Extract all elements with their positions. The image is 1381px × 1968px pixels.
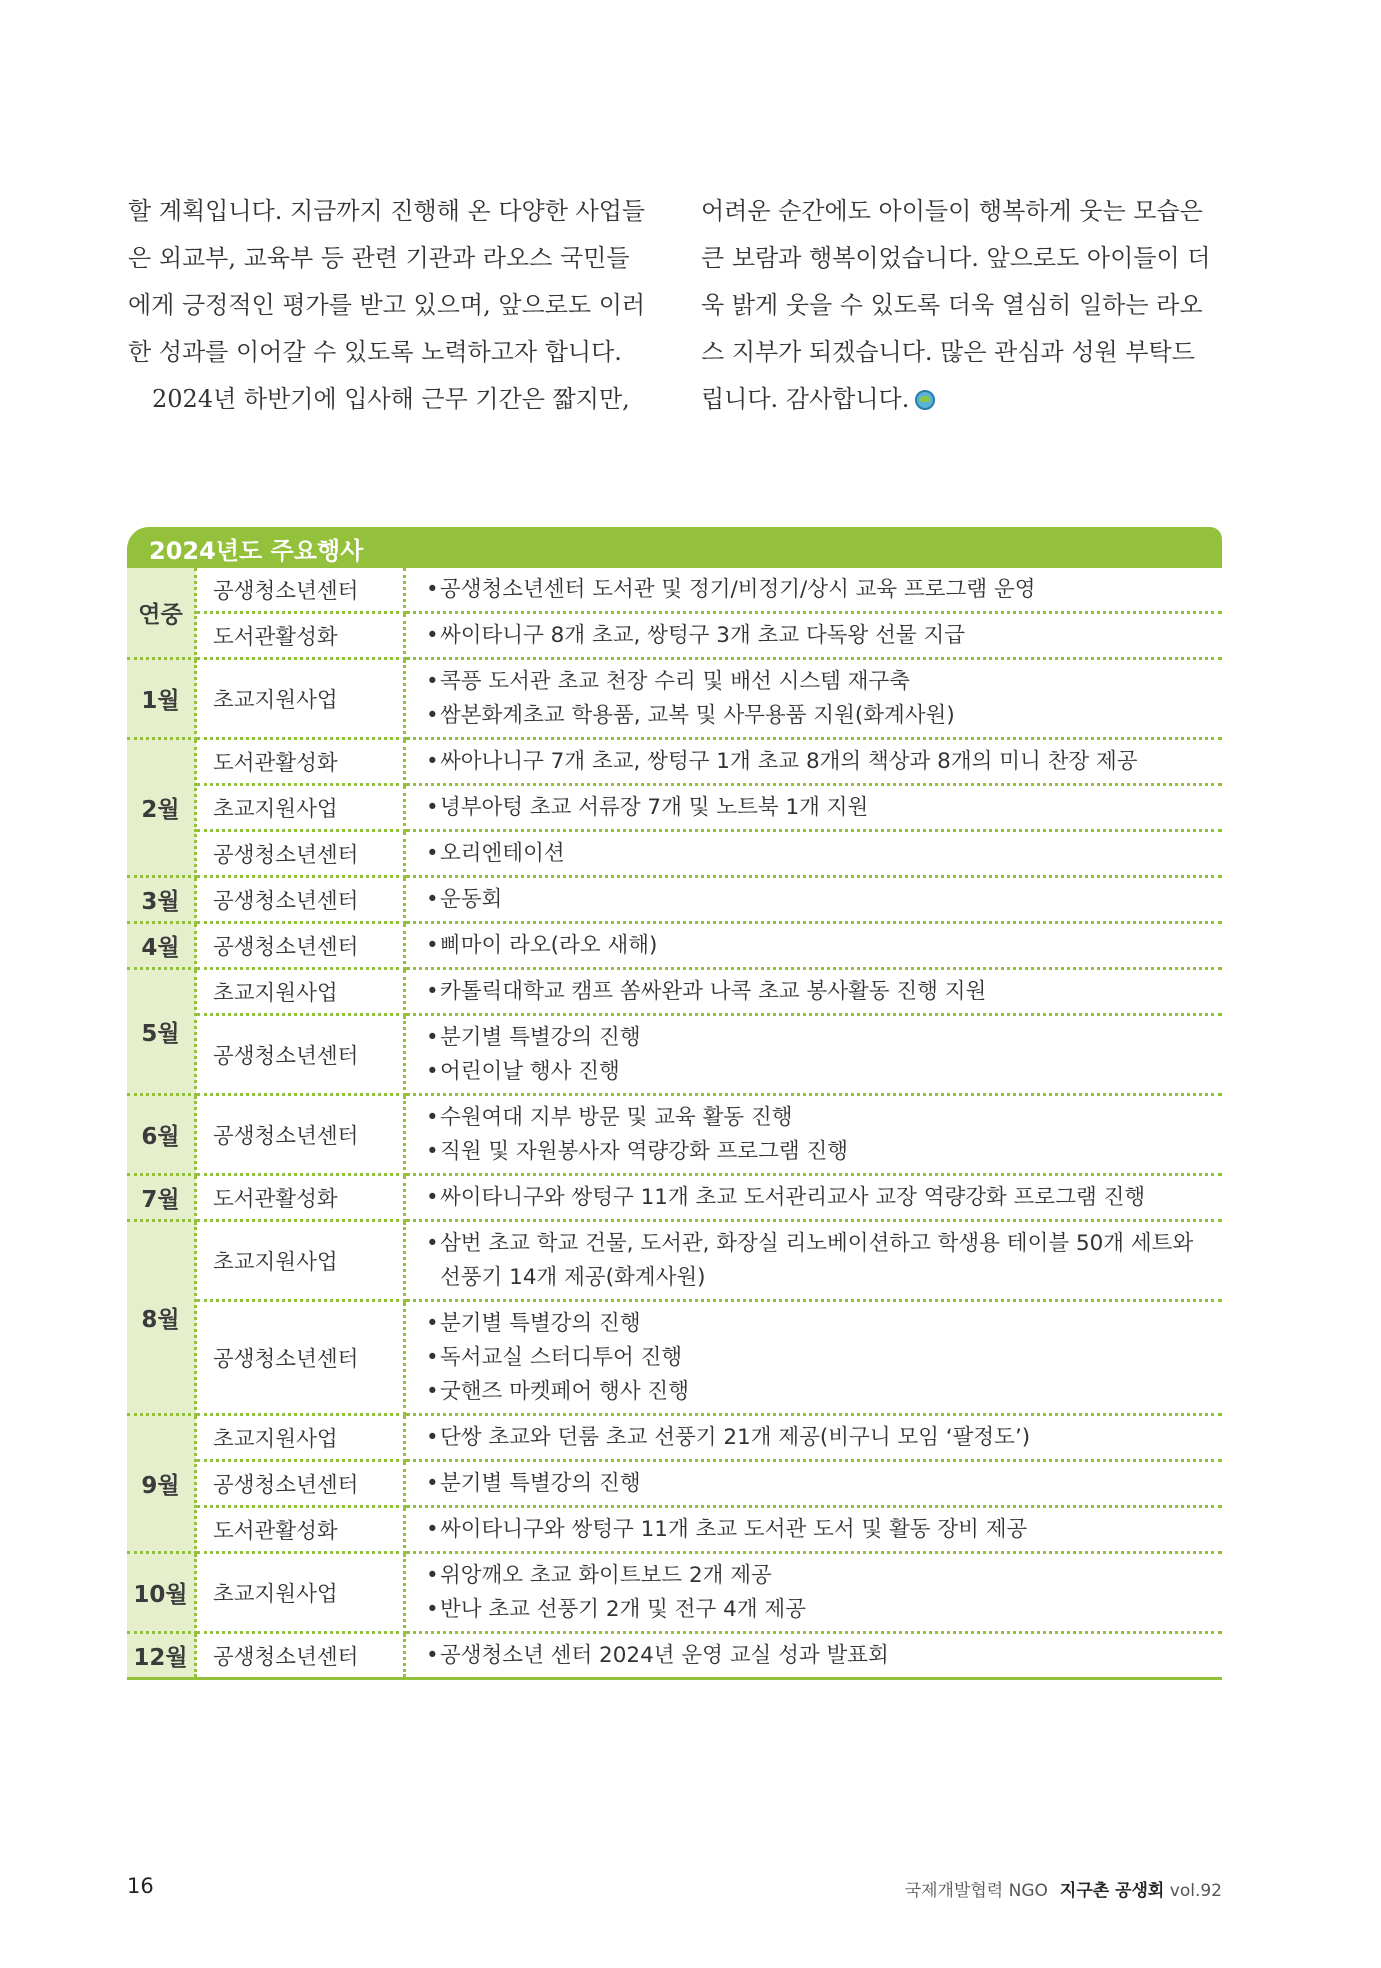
body-line: 큰 보람과 행복이었습니다. 앞으로도 아이들이 더 [701,244,1211,272]
activity-item [426,619,1222,653]
activity-text: 분기별 특별강의 진행 [440,1025,641,1050]
bullet-icon: • [426,887,439,912]
bullet-icon: • [426,1379,439,1404]
body-line: 스 지부가 되겠습니다. 많은 관심과 성원 부탁드 [701,338,1195,366]
activity-text: 어린이날 행사 진행 [440,1059,620,1084]
bullet-icon: • [426,749,439,774]
activity-text: 직원 및 자원봉사자 역량강화 프로그램 진행 [440,1139,849,1164]
body-text-left-column [128,188,653,423]
event-row [127,1221,1222,1301]
event-row [127,567,1222,613]
activity-item [426,1467,1222,1501]
bullet-icon: • [426,1139,439,1164]
event-row [127,1553,1222,1633]
category-cell: 도서관활성화 [196,613,405,659]
bullet-icon: • [426,669,439,694]
activity-item [426,1559,1222,1593]
activities-cell [405,877,1223,923]
activity-text: 쌈본화계초교 학용품, 교복 및 사무용품 지원(화계사원) [440,703,955,728]
category-cell: 공생청소년센터 [196,831,405,877]
activity-item [426,791,1222,825]
category-cell: 도서관활성화 [196,739,405,785]
bullet-icon: • [426,703,439,728]
activity-item [426,837,1222,871]
category-cell: 공생청소년센터 [196,923,405,969]
activity-item [426,1307,1222,1341]
body-line: 어려운 순간에도 아이들이 행복하게 웃는 모습은 [701,197,1203,225]
category-cell: 공생청소년센터 [196,1301,405,1415]
bullet-icon: • [426,1517,439,1542]
month-cell: 9월 [127,1415,196,1553]
publication-label: 국제개발협력 NGO [904,1881,1048,1901]
body-line: 할 계획입니다. 지금까지 진행해 온 다양한 사업들 [128,197,646,225]
activity-text: 위앙깨오 초교 화이트보드 2개 제공 [440,1563,772,1588]
month-cell: 4월 [127,923,196,969]
activities-cell [405,613,1223,659]
category-cell: 공생청소년센터 [196,1015,405,1095]
bullet-icon: • [426,979,439,1004]
volume-label: vol.92 [1169,1881,1222,1901]
activities-cell [405,785,1223,831]
activity-text: 단쌍 초교와 던룸 초교 선풍기 21개 제공(비구니 모임 ‘팔정도’) [440,1425,1031,1450]
event-row [127,1415,1222,1461]
body-line [701,376,1226,423]
month-cell: 10월 [127,1553,196,1633]
category-cell: 공생청소년센터 [196,1461,405,1507]
activities-cell [405,1507,1223,1553]
body-line: 2024년 하반기에 입사해 근무 기간은 짧지만, [152,385,630,413]
month-cell: 12월 [127,1633,196,1679]
event-row [127,739,1222,785]
footer-publication [905,1876,1222,1901]
activities-cell [405,1415,1223,1461]
activities-cell [405,1175,1223,1221]
activity-text: 삐마이 라오(라오 새해) [440,933,658,958]
body-line-text: 립니다. 감사합니다. [701,385,910,413]
activity-item [426,1055,1222,1089]
activities-cell [405,1301,1223,1415]
activities-cell [405,1461,1223,1507]
bullet-icon: • [426,577,439,602]
activity-text: 독서교실 스터디투어 진행 [440,1345,683,1370]
activity-item [426,699,1222,733]
event-row [127,831,1222,877]
activity-item [426,1639,1222,1673]
activities-cell [405,1095,1223,1175]
month-cell: 연중 [127,567,196,659]
month-cell: 2월 [127,739,196,877]
activity-item [426,665,1222,699]
activities-cell [405,1553,1223,1633]
body-line: 한 성과를 이어갈 수 있도록 노력하고자 합니다. [128,338,622,366]
event-row [127,1301,1222,1415]
activity-item [426,929,1222,963]
activity-item [426,1101,1222,1135]
bullet-icon: • [426,933,439,958]
events-title: 2024년도 주요행사 [149,537,364,565]
activities-cell [405,969,1223,1015]
body-line: 에게 긍정적인 평가를 받고 있으며, 앞으로도 이러 [128,291,646,319]
month-cell: 7월 [127,1175,196,1221]
activity-item [426,745,1222,779]
event-row [127,1015,1222,1095]
activity-text: 공생청소년 센터 2024년 운영 교실 성과 발표회 [440,1643,889,1668]
bullet-icon: • [426,1425,439,1450]
month-cell: 8월 [127,1221,196,1415]
activity-item [426,975,1222,1009]
activities-cell [405,923,1223,969]
category-cell: 공생청소년센터 [196,567,405,613]
month-cell: 1월 [127,659,196,739]
category-cell: 도서관활성화 [196,1507,405,1553]
activities-cell [405,739,1223,785]
activity-text: 굿핸즈 마켓페어 행사 진행 [440,1379,689,1404]
category-cell: 공생청소년센터 [196,1095,405,1175]
category-cell: 초교지원사업 [196,1221,405,1301]
event-row [127,785,1222,831]
bullet-icon: • [426,623,439,648]
activity-text: 카톨릭대학교 캠프 쏨싸완과 나콕 초교 봉사활동 진행 지원 [440,979,987,1004]
category-cell: 초교지원사업 [196,659,405,739]
events-table [127,565,1222,1680]
activity-item [426,1021,1222,1055]
activity-item [426,1227,1222,1295]
activity-text: 콕픙 도서관 초교 천장 수리 및 배선 시스템 재구축 [440,669,911,694]
bullet-icon: • [426,1597,439,1622]
event-row [127,1507,1222,1553]
bullet-icon: • [426,1643,439,1668]
activity-text: 공생청소년센터 도서관 및 정기/비정기/상시 교육 프로그램 운영 [440,577,1036,602]
activity-text: 삼번 초교 학교 건물, 도서관, 화장실 리노베이션하고 학생용 테이블 50개 세트와 선풍기 14개 제공(화계사원) [440,1231,1194,1290]
activity-item [426,1421,1222,1455]
bullet-icon: • [426,1105,439,1130]
activity-text: 싸아나니구 7개 초교, 쌍텅구 1개 초교 8개의 책상과 8개의 미니 찬장 제공 [440,749,1138,774]
activity-item [426,1135,1222,1169]
activities-cell [405,1633,1223,1679]
bullet-icon: • [426,1563,439,1588]
event-row [127,1175,1222,1221]
category-cell: 초교지원사업 [196,969,405,1015]
bullet-icon: • [426,1345,439,1370]
bullet-icon: • [426,1231,439,1256]
activity-item [426,573,1222,607]
month-cell: 3월 [127,877,196,923]
month-cell: 6월 [127,1095,196,1175]
page-number: 16 [127,1874,154,1898]
bullet-icon: • [426,1059,439,1084]
activities-cell [405,831,1223,877]
activity-item [426,1181,1222,1215]
globe-logo-icon [915,390,935,410]
activity-item [426,1513,1222,1547]
category-cell: 초교지원사업 [196,785,405,831]
activity-item [426,1593,1222,1627]
activity-item [426,1375,1222,1409]
activity-text: 싸이타니구와 쌍텅구 11개 초교 도서관 도서 및 활동 장비 제공 [440,1517,1028,1542]
event-row [127,1095,1222,1175]
activity-item [426,883,1222,917]
activities-cell [405,1221,1223,1301]
bullet-icon: • [426,795,439,820]
event-row [127,1461,1222,1507]
activity-text: 운동회 [440,887,503,912]
category-cell: 도서관활성화 [196,1175,405,1221]
activity-text: 반나 초교 선풍기 2개 및 전구 4개 제공 [440,1597,806,1622]
activity-text: 녕부아텅 초교 서류장 7개 및 노트북 1개 지원 [440,795,869,820]
activity-text: 분기별 특별강의 진행 [440,1311,641,1336]
body-text-right-column [701,188,1226,423]
body-line: 은 외교부, 교육부 등 관련 기관과 라오스 국민들 [128,244,630,272]
event-row [127,659,1222,739]
magazine-title: 지구촌 공생회 [1059,1881,1165,1901]
category-cell: 초교지원사업 [196,1415,405,1461]
activity-text: 수원여대 지부 방문 및 교육 활동 진행 [440,1105,793,1130]
activity-text: 오리엔테이션 [440,841,565,866]
activities-cell [405,567,1223,613]
body-line: 욱 밝게 웃을 수 있도록 더욱 열심히 일하는 라오 [701,291,1203,319]
category-cell: 초교지원사업 [196,1553,405,1633]
activity-text: 싸이타니구와 쌍텅구 11개 초교 도서관리교사 교장 역량강화 프로그램 진행 [440,1185,1146,1210]
event-row [127,877,1222,923]
event-row [127,969,1222,1015]
bullet-icon: • [426,1025,439,1050]
category-cell: 공생청소년센터 [196,877,405,923]
bullet-icon: • [426,1311,439,1336]
activity-text: 분기별 특별강의 진행 [440,1471,641,1496]
activity-text: 싸이타니구 8개 초교, 쌍텅구 3개 초교 다독왕 선물 지급 [440,623,966,648]
event-row [127,1633,1222,1679]
activities-cell [405,659,1223,739]
bullet-icon: • [426,1471,439,1496]
activities-cell [405,1015,1223,1095]
event-row [127,613,1222,659]
event-row [127,923,1222,969]
activity-item [426,1341,1222,1375]
events-section-header [127,527,1222,565]
month-cell: 5월 [127,969,196,1095]
bullet-icon: • [426,1185,439,1210]
bullet-icon: • [426,841,439,866]
category-cell: 공생청소년센터 [196,1633,405,1679]
